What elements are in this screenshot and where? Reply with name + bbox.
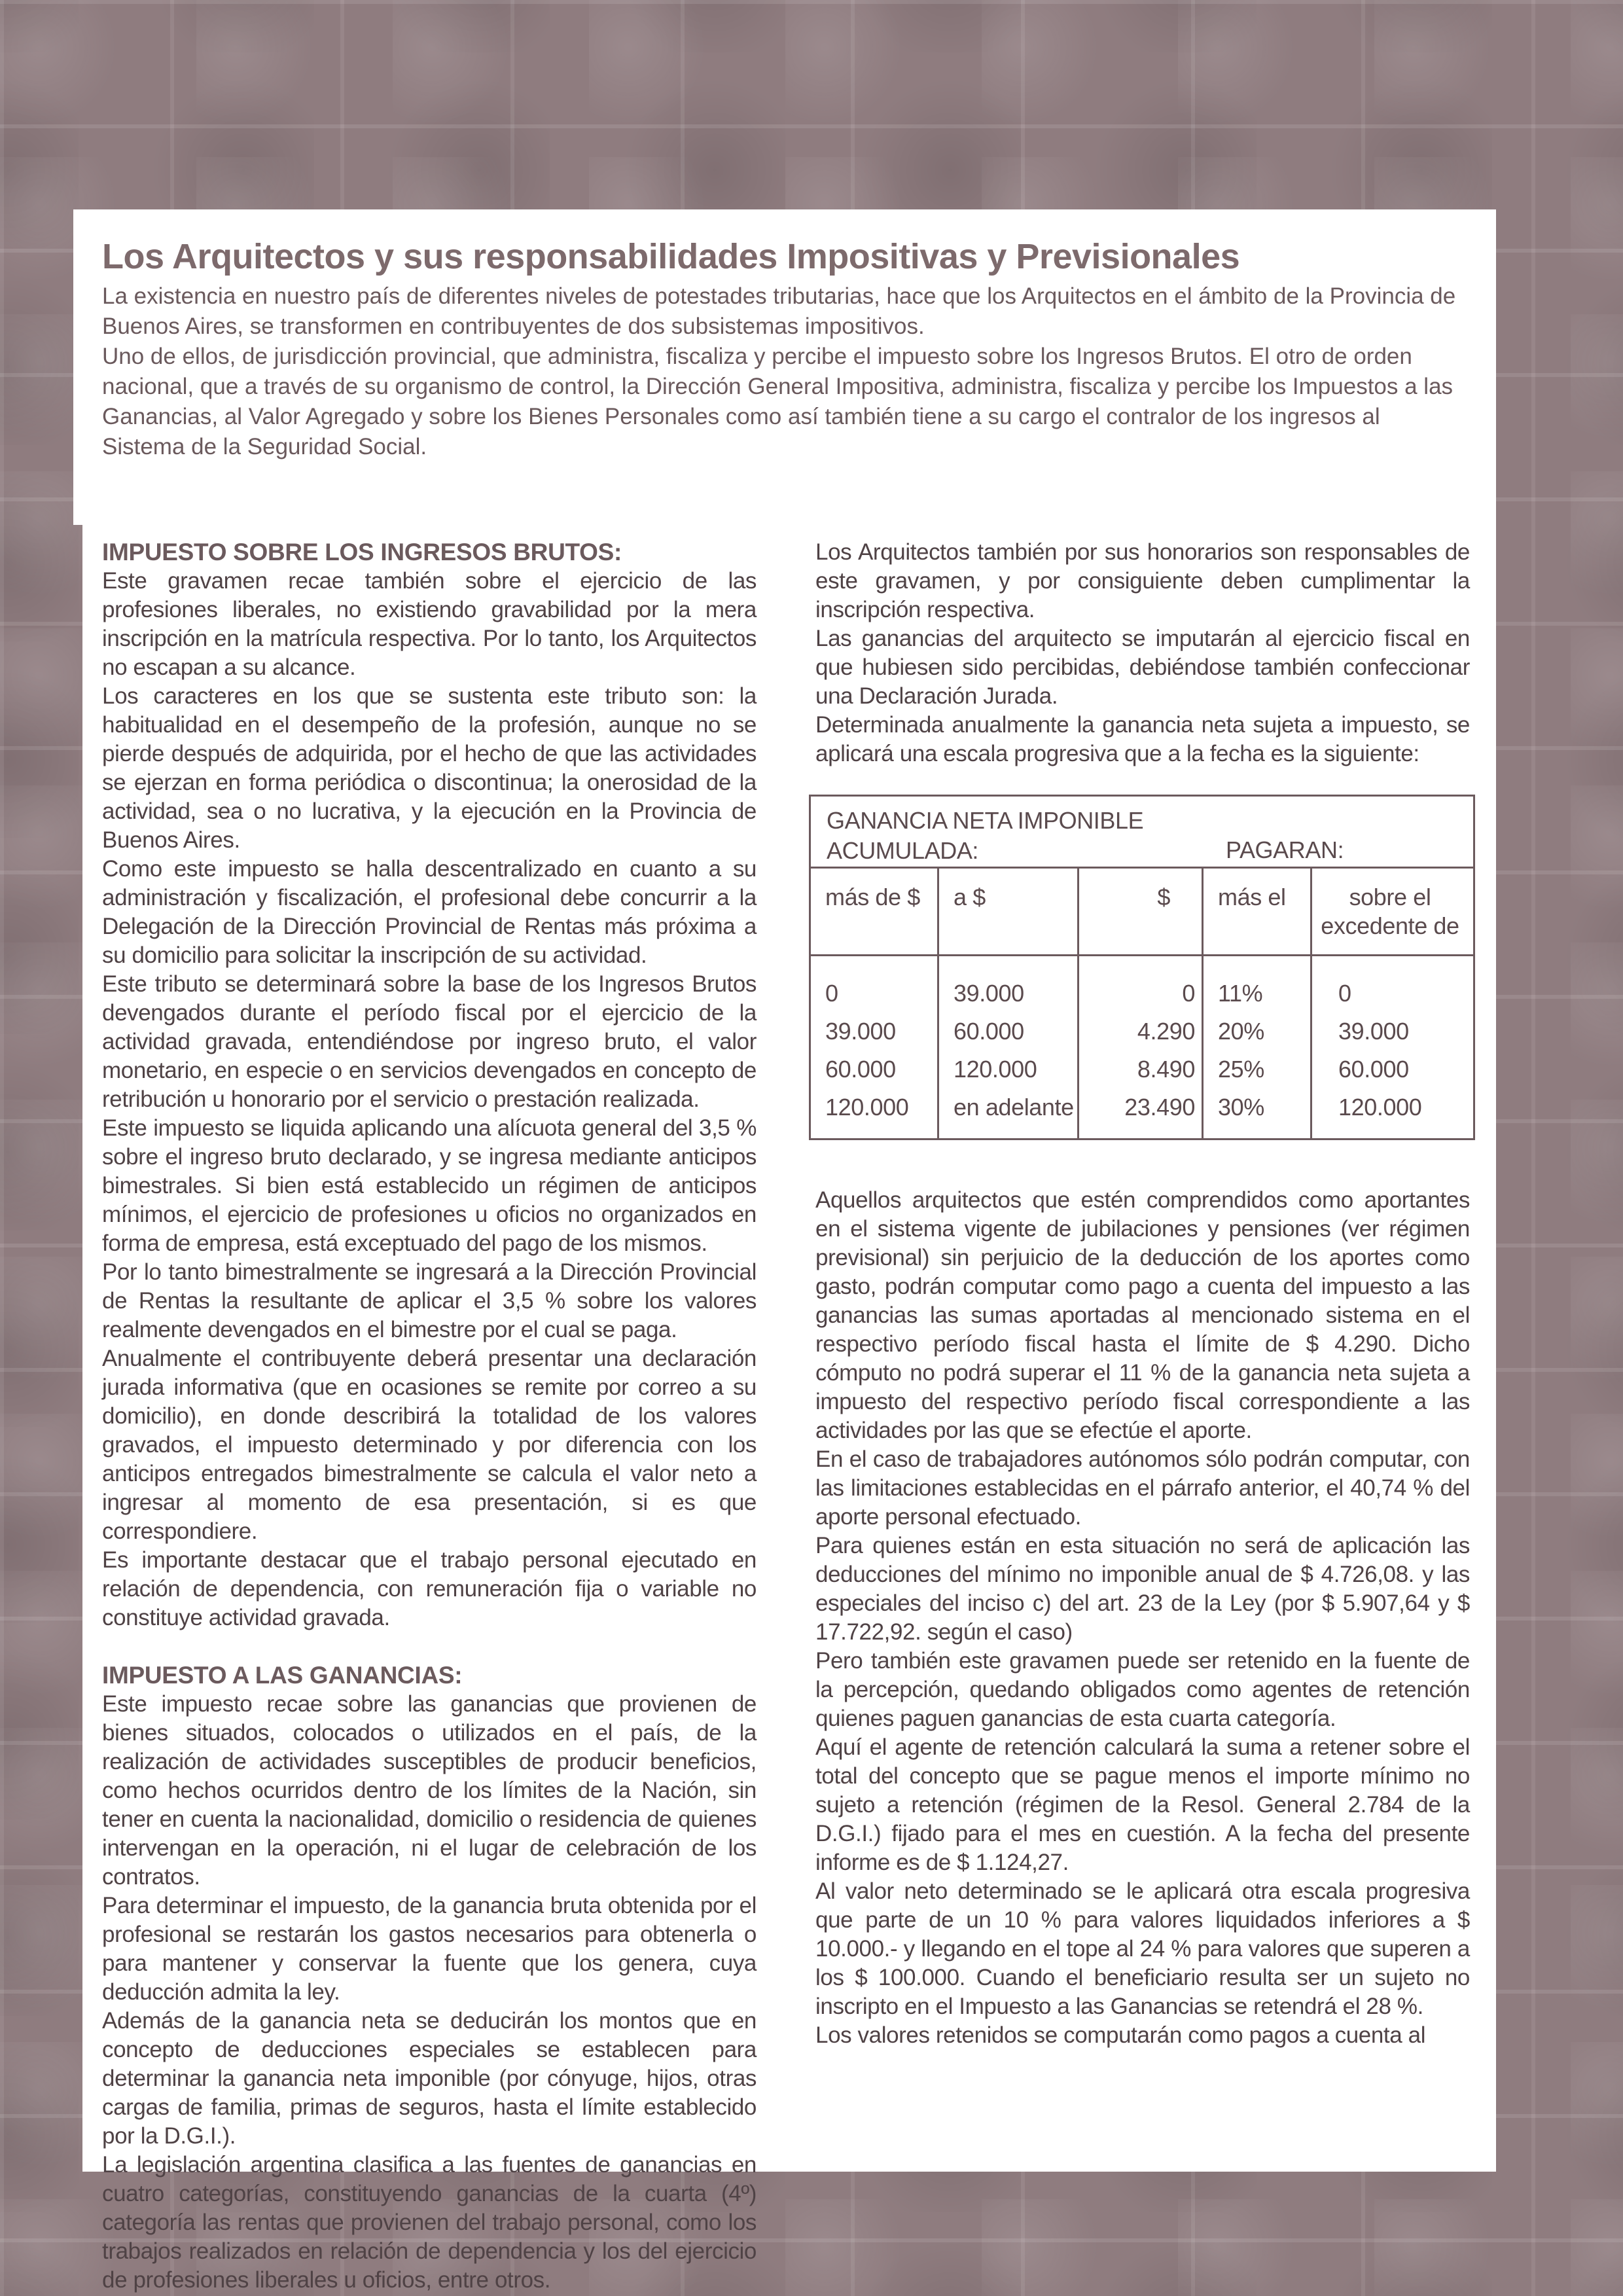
table-cell: 0 xyxy=(825,980,838,1007)
table-body xyxy=(811,956,1473,1138)
table-cell: 60.000 xyxy=(1338,1056,1409,1083)
paragraph: Las ganancias del arquitecto se imputarán al ejercicio fiscal en que hubiesen sido percibidas, debiéndose también confeccionar una Declaración Jurada. xyxy=(815,626,1470,709)
column-header: más el xyxy=(1204,869,1312,956)
right-column xyxy=(815,538,1470,2050)
section-heading-ingresos-brutos: IMPUESTO SOBRE LOS INGRESOS BRUTOS: xyxy=(102,539,622,565)
table-header-title: GANANCIA NETA IMPONIBLE xyxy=(827,807,1144,834)
paragraph: Determinada anualmente la ganancia neta sujeta a impuesto, se aplicará una escala progresiva que a la fecha es la siguiente: xyxy=(815,712,1470,766)
paragraph: Este impuesto se liquida aplicando una alícuota general del 3,5 % sobre el ingreso bruto declarado, y se ingresa mediante anticipos bimestrales. Si bien está establecido un régimen de anticipos mínimos, el ejercicio de profesiones u oficios no organizados en forma de empresa, está exceptuado del pago de los mismos. xyxy=(102,1115,757,1256)
paragraph: Los Arquitectos también por sus honorarios son responsables de este gravamen, y por consiguiente deben cumplimentar la inscripción respectiva. xyxy=(815,539,1470,622)
table-cell: 39.000 xyxy=(954,980,1024,1007)
paragraph: Los caracteres en los que se sustenta este tributo son: la habitualidad en el desempeño de la profesión, aunque no se pierde después de adquirida, por el hecho de que las actividades se ejerzan en forma periódica o discontinua; la onerosidad de la actividad, sea o no lucrativa, y la ejecución en la Provincia de Buenos Aires. xyxy=(102,683,757,853)
table-cell: 0 xyxy=(1338,980,1351,1007)
intro-paragraph: Uno de ellos, de jurisdicción provincial, que administra, fiscaliza y percibe el impuesto sobre los Ingresos Brutos. El otro de orden nacional, que a través de su organismo de control, la Dirección General Impositiva, administra, fiscaliza y percibe los Impuestos a las Ganancias, al Valor Agregado y sobre los Bienes Personales como así también tiene a su cargo el contralor de los ingresos al Sistema de la Seguridad Social. xyxy=(102,344,1454,459)
table-cell: 4.290 xyxy=(1137,1018,1195,1045)
paragraph: Anualmente el contribuyente deberá presentar una declaración jurada informativa (que en ocasiones se remite por correo a su domicilio), en donde describirá la totalidad de los valores gravados, el impuesto determinado y por diferencia con los anticipos entregados bimestralmente se calcula el valor neto a ingresar al momento de esa presentación, si es que correspondiere. xyxy=(102,1346,757,1544)
content-panel xyxy=(82,516,1496,2293)
table-cell: en adelante xyxy=(954,1094,1074,1121)
table-cell: 11% xyxy=(1218,980,1263,1007)
section-heading-ganancias: IMPUESTO A LAS GANANCIAS: xyxy=(102,1662,463,1689)
paragraph: Al valor neto determinado se le aplicará otra escala progresiva que parte de un 10 % para valores liquidados inferiores a $ 10.000.- y llegando en el tope al 24 % para valores que superen a los $ 100.000. Cuando el beneficiario resulta ser un sujeto no inscripto en el Impuesto a las Ganancias se retendrá el 28 %. xyxy=(815,1878,1470,2019)
paragraph: En el caso de trabajadores autónomos sólo podrán computar, con las limitaciones establecidas en el párrafo anterior, el 40,74 % del aporte personal efectuado. xyxy=(815,1446,1470,1530)
column-header: más de $ xyxy=(811,869,939,956)
table-cell: 20% xyxy=(1218,1018,1264,1045)
column-header: a $ xyxy=(939,869,1079,956)
paragraph: Para determinar el impuesto, de la ganancia bruta obtenida por el profesional se restarán los gastos necesarios para obtenerla o para mantener y conservar la fuente que los genera, cuya deducción admita la ley. xyxy=(102,1893,757,2005)
table-cell: 120.000 xyxy=(825,1094,909,1121)
table-column xyxy=(1204,956,1312,1138)
table-cell: 120.000 xyxy=(954,1056,1037,1083)
article-title: Los Arquitectos y sus responsabilidades Impositivas y Previsionales xyxy=(102,237,1240,276)
table-cell: 23.490 xyxy=(1124,1094,1195,1121)
table-cell: 25% xyxy=(1218,1056,1264,1083)
tax-scale-table xyxy=(809,795,1475,1140)
paragraph: La legislación argentina clasifica a las fuentes de ganancias en cuatro categorías, constituyendo ganancias de la cuarta (4º) categoría las rentas que provienen del trabajo personal, como los trabajos realizados en relación de dependencia y los del ejercicio de profesiones liberales u oficios, entre otros. xyxy=(102,2152,757,2293)
paragraph: Este impuesto recae sobre las ganancias que provienen de bienes situados, colocados o utilizados en el país, de la realización de actividades susceptibles de producir beneficios, como hechos ocurridos dentro de los límites de la Nación, sin tener en cuenta la nacionalidad, domicilio o residencia de quienes intervengan en la operación, ni el lugar de celebración de los contratos. xyxy=(102,1691,757,1890)
table-cell: 60.000 xyxy=(954,1018,1024,1045)
table-column xyxy=(811,956,939,1138)
paragraph: Aquellos arquitectos que estén comprendidos como aportantes en el sistema vigente de jubilaciones y pensiones (ver régimen previsional) sin perjuicio de la deducción de los aportes como gasto, podrán computar como pago a cuenta del impuesto a las ganancias las sumas aportadas al mencionado sistema en el respectivo período fiscal hasta el límite de $ 4.290. Dicho cómputo no podrá superar el 11 % de la ganancia neta sujeta a impuesto del respectivo período fiscal correspondiente a las actividades por las que se efectúe el aporte. xyxy=(815,1187,1470,1443)
table-column xyxy=(1079,956,1204,1138)
paragraph: Además de la ganancia neta se deducirán los montos que en concepto de deducciones especiales se establecen para determinar la ganancia neta imponible (por cónyuge, hijos, otras cargas de familia, primas de seguros, hasta el límite establecido por la D.G.I.). xyxy=(102,2008,757,2149)
paragraph: Este tributo se determinará sobre la base de los Ingresos Brutos devengados durante el período fiscal por el ejercicio de la actividad gravada, entendiéndose por ingreso bruto, el valor monetario, en especie o en servicios devengados en concepto de retribución u honorario por el servicio o prestación realizada. xyxy=(102,971,757,1112)
table-header-subtitle: ACUMULADA: xyxy=(827,837,979,864)
paragraph: Es importante destacar que el trabajo personal ejecutado en relación de dependencia, con remuneración fija o variable no constituye actividad gravada. xyxy=(102,1547,757,1630)
table-header-pagaran: PAGARAN: xyxy=(1226,836,1344,863)
table-column xyxy=(939,956,1079,1138)
table-cell: 120.000 xyxy=(1338,1094,1422,1121)
intro-panel xyxy=(73,209,1496,525)
paragraph: Para quienes están en esta situación no será de aplicación las deducciones del mínimo no imponible anual de $ 4.726,08. y las especiales del inciso c) del art. 23 de la Ley (por $ 5.907,64 y $ 17.722,92. según el caso) xyxy=(815,1533,1470,1645)
table-header xyxy=(811,797,1473,869)
left-column xyxy=(102,538,757,2295)
table-cell: 39.000 xyxy=(1338,1018,1409,1045)
paragraph: Por lo tanto bimestralmente se ingresará a la Dirección Provincial de Rentas la resultante de aplicar el 3,5 % sobre los valores realmente devengados en el bimestre por el cual se paga. xyxy=(102,1259,757,1342)
table-cell: 0 xyxy=(1182,980,1195,1007)
paragraph: Pero también este gravamen puede ser retenido en la fuente de la percepción, quedando obligados como agentes de retención quienes paguen ganancias de esta cuarta categoría. xyxy=(815,1648,1470,1731)
table-cell: 60.000 xyxy=(825,1056,896,1083)
paragraph: Aquí el agente de retención calculará la suma a retener sobre el total del concepto que se pague menos el importe mínimo no sujeto a retención (régimen de la Resol. General 2.784 de la D.G.I.) fijado para el mes en cuestión. A la fecha del presente informe es de $ 1.124,27. xyxy=(815,1734,1470,1875)
table-cell: 30% xyxy=(1218,1094,1264,1121)
table-column-headers xyxy=(811,869,1473,956)
paragraph: Este gravamen recae también sobre el ejercicio de las profesiones liberales, no existiendo gravabilidad por la mera inscripción en la matrícula respectiva. Por lo tanto, los Arquitectos no escapan a su alcance. xyxy=(102,568,757,680)
column-header: $ xyxy=(1079,869,1204,956)
intro-paragraph: La existencia en nuestro país de diferentes niveles de potestades tributarias, hace que los Arquitectos en el ámbito de la Provincia de Buenos Aires, se transformen en contribuyentes de dos subsistemas impositivos. xyxy=(102,283,1456,339)
table-column xyxy=(1312,956,1473,1138)
paragraph: Como este impuesto se halla descentralizado en cuanto a su administración y fiscalización, el profesional debe concurrir a la Delegación de la Dirección Provincial de Rentas más próxima a su domicilio para solicitar la inscripción de su actividad. xyxy=(102,856,757,968)
paragraph: Los valores retenidos se computarán como pagos a cuenta al xyxy=(815,2022,1426,2048)
column-header: sobre el excedente de xyxy=(1312,869,1473,956)
table-cell: 8.490 xyxy=(1137,1056,1195,1083)
table-cell: 39.000 xyxy=(825,1018,896,1045)
